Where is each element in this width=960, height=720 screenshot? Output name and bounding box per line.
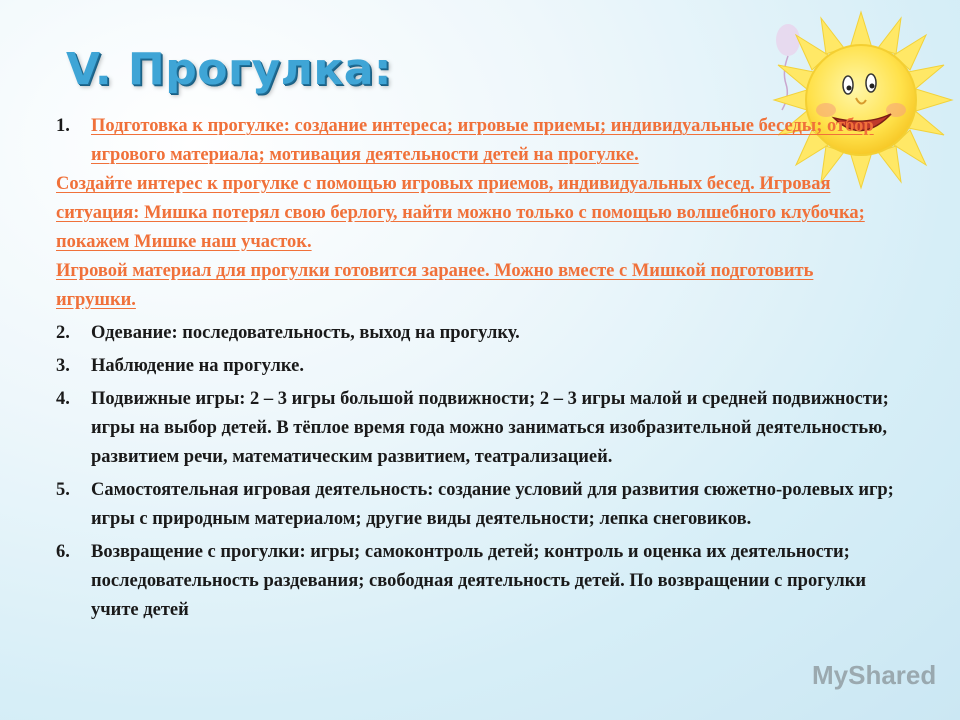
list-item-number: 3. [56, 356, 70, 376]
list-item-text: Одевание: последовательность, выход на прогулку. [91, 323, 520, 343]
paragraph-link[interactable]: Игровой материал для прогулки готовится заранее. Можно вместе с Мишкой подготовить игрушки. [56, 261, 814, 310]
list-item [56, 476, 896, 534]
list-item-number: 4. [56, 389, 70, 409]
list-item-link[interactable]: Подготовка к прогулке: создание интереса; игровые приемы; индивидуальные беседы; отбор игрового материала; мотивация деятельности детей на прогулке. [91, 116, 874, 165]
paragraph-link[interactable]: Создайте интерес к прогулке с помощью игровых приемов, индивидуальных бесед. Игровая ситуация: Мишка потерял свою берлогу, найти можно только с помощью волшебного клубочка; покажем Мишке наш участок. [56, 174, 865, 252]
list-item [56, 385, 896, 472]
list-item-number: 6. [56, 542, 70, 562]
list-item-text: Наблюдение на прогулке. [91, 356, 304, 376]
watermark-logo: MyShared [812, 660, 937, 690]
slide-title: V. Прогулка: [66, 44, 393, 95]
list-item-text: Подвижные игры: 2 – 3 игры большой подвижности; 2 – 3 игры малой и средней подвижности; игры на выбор детей. В тёплое время года можно заниматься изобразительной деятельностью, развитием речи, математическим развитием, театрализацией. [91, 389, 889, 467]
list-item-number: 2. [56, 323, 70, 343]
list-item [56, 538, 896, 625]
list-item [56, 352, 896, 381]
list-item-number: 1. [56, 116, 70, 136]
list-item-number: 5. [56, 480, 70, 500]
list-item-text: Самостоятельная игровая деятельность: создание условий для развития сюжетно-ролевых игр; игры с природным материалом; другие виды деятельности; лепка снеговиков. [91, 480, 894, 529]
list-item-text: Возвращение с прогулки: игры; самоконтроль детей; контроль и оценка их деятельности; последовательность раздевания; свободная деятельность детей. По возвращении с прогулки учите детей [91, 542, 867, 620]
list-item [56, 112, 896, 170]
list-item [56, 319, 896, 348]
slide-content [56, 112, 896, 629]
